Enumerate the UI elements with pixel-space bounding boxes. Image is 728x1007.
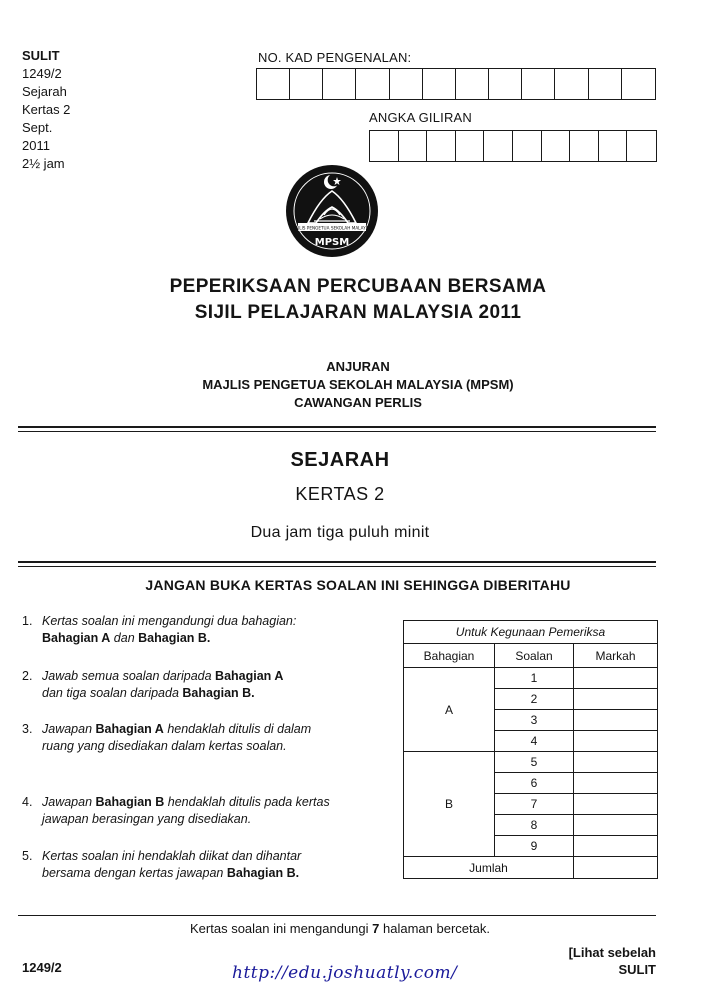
digit-box[interactable] [356, 69, 389, 99]
digit-box[interactable] [484, 131, 513, 161]
marks-cell[interactable] [574, 836, 658, 857]
marks-cell[interactable] [574, 815, 658, 836]
digit-box[interactable] [456, 69, 489, 99]
digit-box[interactable] [390, 69, 423, 99]
digit-box[interactable] [370, 131, 399, 161]
footer-code: 1249/2 [22, 960, 62, 975]
divider-middle [18, 561, 656, 563]
divider-top [18, 426, 656, 428]
do-not-open-warning: JANGAN BUKA KERTAS SOALAN INI SEHINGGA DIBERITAHU [145, 577, 571, 593]
question-number: 1 [495, 668, 574, 689]
instruction-item: 2. Jawab semua soalan daripada Bahagian A dan tiga soalan daripada Bahagian B. [22, 669, 284, 700]
question-number: 9 [495, 836, 574, 857]
mpsm-logo-icon [284, 163, 380, 259]
index-number-boxes[interactable] [369, 130, 657, 162]
subject-title: SEJARAH [290, 449, 390, 471]
divider-top-thin [18, 431, 656, 432]
digit-box[interactable] [627, 131, 656, 161]
question-number: 7 [495, 794, 574, 815]
section-b-label: B [404, 752, 495, 857]
id-number-label: NO. KAD PENGENALAN: [258, 50, 412, 65]
meta-month: Sept. [22, 120, 53, 135]
marks-cell[interactable] [574, 668, 658, 689]
meta-paper: Kertas 2 [22, 102, 71, 117]
instruction-number: 5. [22, 849, 33, 863]
examiner-table [403, 620, 658, 879]
marks-cell[interactable] [574, 710, 658, 731]
logo-ring-text: MAJLIS PENGETUA SEKOLAH MALAYSIA [291, 225, 373, 231]
instruction-number: 2. [22, 669, 33, 683]
digit-box[interactable] [427, 131, 456, 161]
meta-year: 2011 [22, 138, 50, 153]
exam-title-line-1: PEPERIKSAAN PERCUBAAN BERSAMA [169, 276, 547, 297]
meta-code: 1249/2 [22, 66, 62, 81]
digit-box[interactable] [489, 69, 522, 99]
instruction-item: 3. Jawapan Bahagian A hendaklah ditulis di dalam ruang yang disediakan dalam kertas soalan. [22, 722, 312, 753]
digit-box[interactable] [290, 69, 323, 99]
header-section: Bahagian [404, 644, 495, 668]
id-number-boxes[interactable] [256, 68, 656, 100]
marks-cell[interactable] [574, 731, 658, 752]
header-marks: Markah [574, 644, 658, 668]
question-number: 3 [495, 710, 574, 731]
section-a-label: A [404, 668, 495, 752]
organizer-name: MAJLIS PENGETUA SEKOLAH MALAYSIA (MPSM) [202, 377, 514, 392]
total-marks-cell[interactable] [574, 857, 658, 879]
digit-box[interactable] [570, 131, 599, 161]
marks-cell[interactable] [574, 794, 658, 815]
organizer-heading: ANJURAN [326, 359, 390, 374]
instruction-item: 4. Jawapan Bahagian B hendaklah ditulis pada kertas jawapan berasingan yang disediakan. [22, 795, 330, 826]
meta-duration: 2½ jam [22, 156, 65, 171]
instruction-item: 5. Kertas soalan ini hendaklah diikat dan dihantar bersama dengan kertas jawapan Bahagian B. [22, 849, 302, 880]
total-label: Jumlah [404, 857, 574, 879]
instruction-item: 1. Kertas soalan ini mengandungi dua bahagian: Bahagian A dan Bahagian B. [22, 614, 297, 645]
examiner-table-caption: Untuk Kegunaan Pemeriksa [404, 621, 658, 644]
digit-box[interactable] [456, 131, 485, 161]
instruction-number: 4. [22, 795, 33, 809]
digit-box[interactable] [323, 69, 356, 99]
digit-box[interactable] [555, 69, 588, 99]
exam-title-line-2: SIJIL PELAJARAN MALAYSIA 2011 [194, 302, 522, 323]
digit-box[interactable] [399, 131, 428, 161]
question-number: 8 [495, 815, 574, 836]
digit-box[interactable] [522, 69, 555, 99]
page-count-note: Kertas soalan ini mengandungi 7 halaman bercetak. [190, 921, 490, 936]
header-question: Soalan [495, 644, 574, 668]
meta-sulit: SULIT [22, 48, 60, 63]
question-number: 6 [495, 773, 574, 794]
logo-name: MPSM [314, 237, 350, 248]
digit-box[interactable] [542, 131, 571, 161]
instruction-number: 1. [22, 614, 33, 628]
question-number: 5 [495, 752, 574, 773]
divider-bottom [18, 915, 656, 916]
digit-box[interactable] [599, 131, 628, 161]
digit-box[interactable] [589, 69, 622, 99]
website-link[interactable]: http://edu.joshuatly.com/ [232, 963, 458, 983]
divider-middle-thin [18, 566, 656, 567]
digit-box[interactable] [423, 69, 456, 99]
paper-number: KERTAS 2 [295, 484, 385, 504]
digit-box[interactable] [513, 131, 542, 161]
organizer-branch: CAWANGAN PERLIS [294, 395, 422, 410]
index-number-label: ANGKA GILIRAN [369, 110, 473, 125]
instruction-number: 3. [22, 722, 33, 736]
marks-cell[interactable] [574, 689, 658, 710]
question-number: 4 [495, 731, 574, 752]
marks-cell[interactable] [574, 773, 658, 794]
digit-box[interactable] [622, 69, 655, 99]
footer-sulit: SULIT [618, 962, 656, 977]
turn-over-note: [Lihat sebelah [568, 945, 656, 960]
exam-duration: Dua jam tiga puluh minit [250, 524, 430, 541]
marks-cell[interactable] [574, 752, 658, 773]
meta-subject: Sejarah [22, 84, 67, 99]
digit-box[interactable] [257, 69, 290, 99]
question-number: 2 [495, 689, 574, 710]
